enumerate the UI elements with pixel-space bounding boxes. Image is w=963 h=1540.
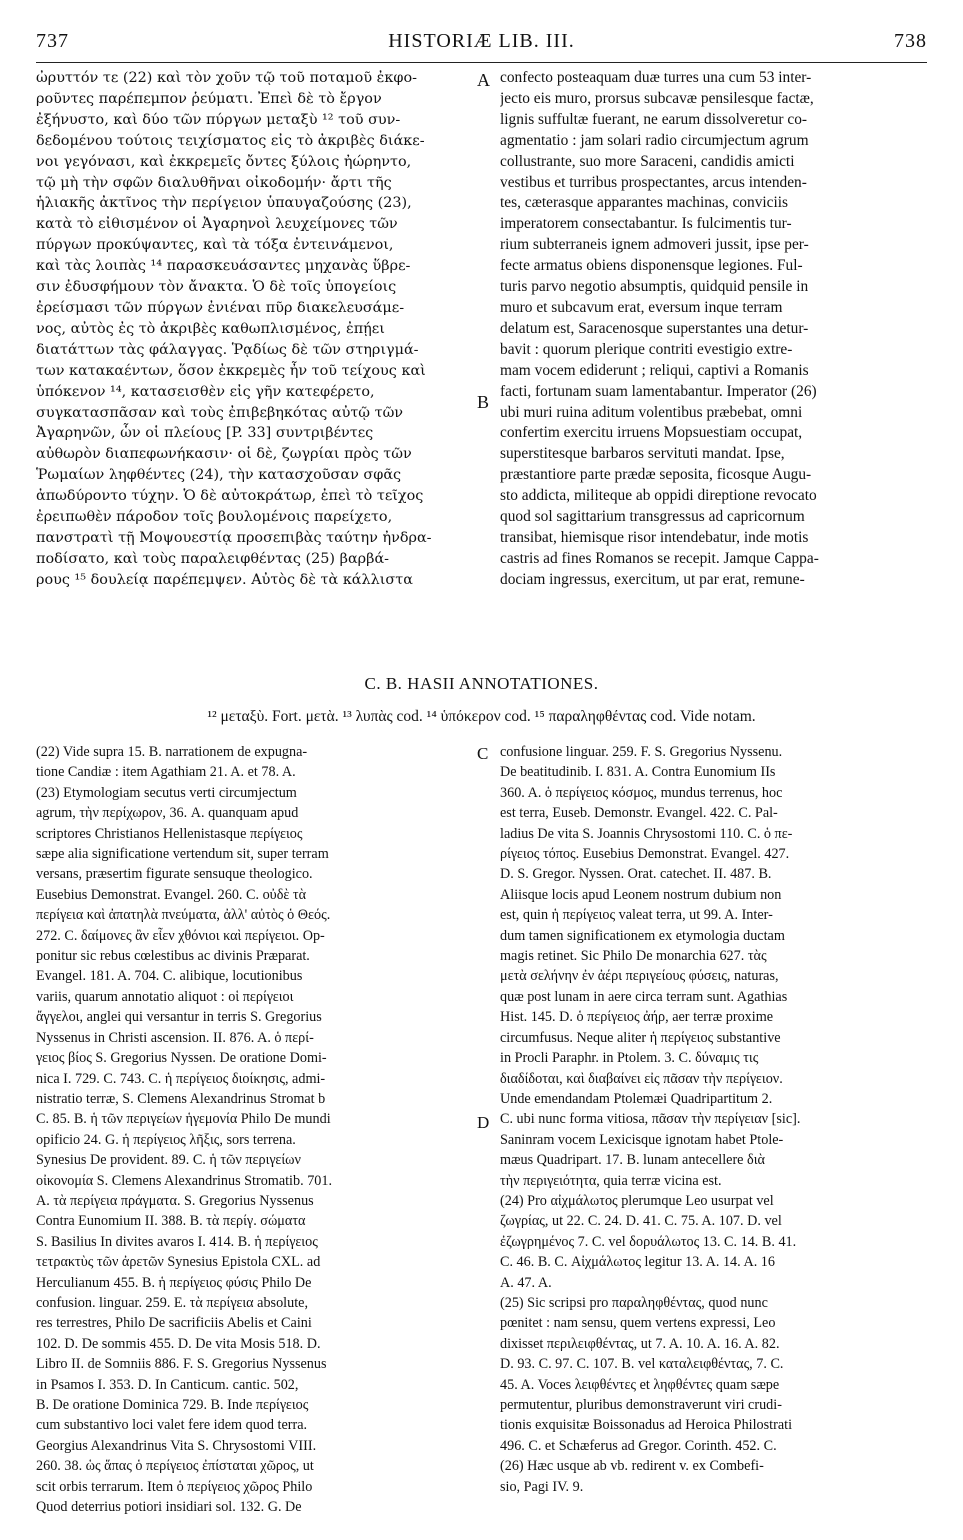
annotation-line: magis retinet. Sic Philo De monarchia 627. τὰς bbox=[500, 948, 767, 965]
critical-apparatus: ¹² μεταξὺ. Fort. μετὰ. ¹³ λυπὰς cod. ¹⁴ ὑπόκερον cod. ¹⁵ παραληφθέντας cod. Vide notam. bbox=[207, 708, 756, 725]
greek-text-line: Ῥωμαίων ληφθέντες (24), τὴν κατασχοῦσαν σφᾶς bbox=[36, 467, 402, 484]
greek-text-line: νοι γεγόνασι, καὶ ἐκκρεμεῖς ὄντες ξύλοις ἠώρηντο, bbox=[36, 153, 412, 170]
annotation-line: permutentur, pluribus demonstraverunt viri crudi- bbox=[500, 1397, 782, 1413]
annotation-line: Contra Eunomium II. 388. B. τὰ περίγ. σώματα bbox=[36, 1213, 306, 1230]
annotation-line: scit orbis terrarum. Item ὁ περίγειος χῶρος Philo bbox=[36, 1478, 313, 1495]
latin-text-line: muro et subcavum erat, eversum inque terram bbox=[500, 298, 783, 316]
greek-text-line: ἐξήνυστο, καὶ δύο τῶν πύργων μεταξὺ ¹² τοῦ συν- bbox=[36, 111, 401, 128]
annotation-line: περίγεια καὶ ἀπατηλὰ πνεύματα, ἀλλ' αὐτὸς ὁ Θεός. bbox=[36, 907, 331, 924]
annotation-line: C. 85. B. ἡ τῶν περιγείων ἡγεμονία Philo De mundi bbox=[36, 1111, 331, 1128]
annotation-line: 45. A. Voces λειφθέντες et ληφθέντες quam sæpe bbox=[500, 1376, 780, 1393]
margin-marker-d: D bbox=[477, 1113, 490, 1132]
greek-text-line: των κατακαέντων, ὅσον ἐκκρεμὲς ἦν τοῦ τείχους καὶ bbox=[36, 362, 426, 379]
annotation-line: οἰκονομία S. Clemens Alexandrinus Stromatib. 701. bbox=[36, 1172, 333, 1189]
annotation-line: Georgius Alexandrinus Vita S. Chrysostomi VIII. bbox=[36, 1437, 317, 1454]
annotation-line: διαδίδοται, καὶ διαβαίνει εἰς πᾶσαν τὴν περίγειον. bbox=[500, 1070, 783, 1087]
annotation-line: μετὰ σελήνην ἐν ἀέρι περιγείους φύσεις, naturas, bbox=[500, 968, 779, 985]
annotation-line: in Procli Paraphr. in Ptolem. 3. C. δύναμις τις bbox=[500, 1050, 759, 1067]
latin-text-line: præstantiore parte prædæ seposita, ficosque Augu- bbox=[500, 466, 812, 484]
annotation-line: 496. C. et Schæferus ad Gregor. Corinth. 452. C. bbox=[500, 1437, 777, 1454]
latin-text-line: confecto posteaquam duæ turres una cum 53 inter- bbox=[500, 69, 812, 86]
greek-text-line: ὠρυττόν τε (22) καὶ τὸν χοῦν τῷ τοῦ ποταμοῦ ἐκφο- bbox=[36, 70, 417, 86]
annotation-line: nistratio terræ, S. Clemens Alexandrinus Stromat b bbox=[36, 1090, 326, 1107]
header-rule bbox=[36, 62, 927, 63]
annotation-line: sæpe alia significatione vertendum sit, super terram bbox=[36, 846, 329, 863]
latin-text-line: facti, fortunam suam lamentabantur. Imperator (26) bbox=[500, 382, 817, 400]
latin-text-line: bavit : quorum plerique contriti evestigio extre- bbox=[500, 340, 793, 358]
annotation-line: Hist. 145. D. ὁ περίγειος ἀήρ, aer terræ proxime bbox=[500, 1009, 774, 1026]
latin-text-line: dociam ingressus, exercitum, ut par erat, remune- bbox=[500, 570, 805, 588]
annotation-line: est, quin ἡ περίγειος valeat terra, ut 99. A. Inter- bbox=[500, 907, 773, 924]
annotation-line: 272. C. δαίμονες ἂν εἶεν χθόνιοι καὶ περίγειοι. Op- bbox=[36, 927, 325, 944]
annotation-line: Quod deterrius potiori insidiari sol. 132. G. De bbox=[36, 1499, 302, 1516]
annotation-line: quæ post lunam in aere circa terram sunt. Agathias bbox=[500, 988, 788, 1005]
latin-text-line: sto addicta, militeque ab oppidi direptione revocato bbox=[500, 487, 817, 505]
annotation-line: C. 46. B. C. Αἰχμάλωτος legitur 13. A. 14. A. 16 bbox=[500, 1254, 775, 1271]
annotation-line: in Psamos I. 353. D. In Canticum. cantic. 502, bbox=[36, 1376, 299, 1393]
greek-text-line: ποδίσατο, καὶ τοὺς παραλειφθέντας (25) βαρβά- bbox=[36, 550, 390, 567]
annotations-right-column bbox=[500, 742, 928, 1497]
latin-text-line: turis parvo negotio absumptis, quidquid pensile in bbox=[500, 278, 809, 296]
annotation-line: sio, Pagi IV. 9. bbox=[500, 1478, 584, 1495]
margin-marker-a: A bbox=[477, 70, 490, 90]
annotation-line: S. Basilius In divites avaros I. 414. B. ἡ περίγειος bbox=[36, 1233, 318, 1250]
greek-text-line: ὑπόκενον ¹⁴, κατασεισθὲν εἰς γῆν κατεφέρετο, bbox=[36, 383, 375, 400]
annotation-line: De beatitudinib. I. 831. A. Contra Eunomium IIs bbox=[500, 764, 776, 781]
annotation-line: (24) Pro αἰχμάλωτος plerumque Leo usurpat vel bbox=[500, 1192, 774, 1209]
annotation-line: Saninram vocem Lexicisque ignotam habet Ptole- bbox=[500, 1131, 784, 1148]
annotation-line: D. 93. C. 97. C. 107. B. vel καταλειφθέντας, 7. C. bbox=[500, 1356, 784, 1373]
annotation-line: nica I. 729. C. 743. C. ἡ περίγειος διοίκησις, admi- bbox=[36, 1070, 326, 1087]
greek-text-line: ἡλιακῆς ἀκτῖνος τὴν περίγειον ὑπαυγαζούσης (23), bbox=[36, 195, 412, 212]
greek-text-line: αὐθωρὸν διαπεφωνήκασιν· οἱ δὲ, ζωγρίαι πρὸς τῶν bbox=[36, 446, 412, 463]
greek-text-line: τῷ μὴ τὴν σφῶν διαλυθῆναι οἰκοδομήν· ἄρτι τῆς bbox=[36, 174, 392, 191]
greek-text-line: δεδομένου τούτοις τειχίσματος εἰς τὸ ἀκριβὲς διάκε- bbox=[36, 132, 425, 149]
running-header bbox=[36, 30, 927, 56]
annotation-line: Libro II. de Somniis 886. F. S. Gregorius Nyssenus bbox=[36, 1356, 327, 1373]
annotation-line: (22) Vide supra 15. B. narrationem de expugna- bbox=[36, 744, 308, 760]
greek-text-column bbox=[36, 68, 478, 591]
annotation-line: τετρακτὺς τῶν ἀρετῶν Synesius Epistola CXL. ad bbox=[36, 1254, 321, 1271]
latin-text-line: mam vocem ediderunt ; reliqui, captivi a Romanis bbox=[500, 361, 809, 379]
greek-text-line: πανστρατὶ τῇ Μοψουεστίᾳ προσεπιβὰς ταύτην ἠνδρα- bbox=[36, 529, 432, 546]
annotation-line: dixisset περιλειφθέντας, ut 7. A. 10. A. 16. A. 82. bbox=[500, 1335, 780, 1352]
annotation-line: Aliisque locis apud Leonem nostrum dubium non bbox=[500, 886, 782, 903]
annotation-line: opificio 24. G. ἡ περίγειος λῆξις, sors terrena. bbox=[36, 1131, 296, 1148]
latin-text-line: imperatorem consectabantur. Is fulcimentis tur- bbox=[500, 215, 792, 233]
annotation-line: ἐζωγρημένος 7. C. vel δορυάλωτος 13. C. 14. B. 41. bbox=[500, 1233, 797, 1250]
section-title: C. B. HASII ANNOTATIONES. bbox=[364, 674, 599, 693]
annotation-line: B. De oratione Dominica 729. B. Inde περίγειος bbox=[36, 1397, 309, 1413]
annotation-line: cum substantivo loci valet fere idem quod terra. bbox=[36, 1417, 308, 1434]
greek-text-line: συγκατασπᾶσαν καὶ τοὺς ἐπιβεβηκότας αὐτῷ τῶν bbox=[36, 404, 404, 421]
running-title: HISTORIÆ LIB. III. bbox=[388, 30, 575, 52]
greek-text-line: ροῦντες παρέπεμπον ῥεύματι. Ἐπεὶ δὲ τὸ ἔργον bbox=[36, 90, 382, 107]
annotation-line: C. ubi nunc forma vitiosa, πᾶσαν τὴν περίγειαν [sic]. bbox=[500, 1111, 801, 1128]
annotation-line: tionis exquisitæ Boissonadus ad Heroica Philostrati bbox=[500, 1417, 793, 1434]
annotation-line: versans, præsertim figurate sensuque theologico. bbox=[36, 866, 313, 883]
greek-text-line: ρους ¹⁵ δουλείᾳ παρέπεμψεν. Αὐτὸς δὲ τὰ κάλλιστα bbox=[36, 571, 413, 588]
annotation-line: Eusebius Demonstrat. Evangel. 260. C. οὐδὲ τὰ bbox=[36, 886, 307, 903]
annotation-line: ἄγγελοι, anglei qui versantur in terris S. Gregorius bbox=[36, 1009, 322, 1026]
latin-text-line: tes, cæterasque apparantes machinas, conviciis bbox=[500, 194, 789, 212]
annotation-line: circumfusus. Neque aliter ἡ περίγειος substantive bbox=[500, 1029, 781, 1046]
annotation-line: tione Candiæ : item Agathiam 21. A. et 78. A. bbox=[36, 764, 296, 781]
latin-text-line: collustrante, suo more Saraceni, candidis amicti bbox=[500, 152, 795, 170]
annotation-line: est terra, Euseb. Demonstr. Evangel. 422. C. Pal- bbox=[500, 805, 778, 822]
margin-marker-c: C bbox=[477, 744, 489, 763]
greek-text-line: κατὰ τὸ εἰθισμένον οἱ Ἀγαρηνοὶ λευχείμονες τῶν bbox=[36, 216, 398, 233]
latin-text-line: superstitesque barbaros servituti mandat. Ipse, bbox=[500, 445, 785, 463]
latin-text-line: lignis suffultæ fuerant, ne earum dissolveretur co- bbox=[500, 110, 808, 128]
greek-text-line: σιν ἐδυσφήμουν τὸν ἄνακτα. Ὁ δὲ τοῖς ὑπογείοις bbox=[36, 279, 397, 296]
greek-text-line: πύργων προκύψαντες, καὶ τὰ τόξα ἐντεινάμενοι, bbox=[36, 237, 394, 254]
latin-text-line: delatum est, Saracenosque superstantes una detur- bbox=[500, 319, 809, 337]
annotation-line: ladius De vita S. Joannis Chrysostomi 110. C. ὁ πε- bbox=[500, 825, 793, 842]
latin-text-line: agmentatio : jam solari radio circumjectum agrum bbox=[500, 131, 809, 149]
annotation-line: A. 47. A. bbox=[500, 1274, 552, 1291]
latin-text-line: transibat, hiemisque risor intendebatur, inde motis bbox=[500, 528, 809, 546]
annotation-line: ζωγρίας, ut 22. C. 24. D. 41. C. 75. A. 107. D. vel bbox=[500, 1213, 782, 1230]
annotation-line: mæus Quadripart. 17. B. lunam antecellere διὰ bbox=[500, 1152, 765, 1169]
greek-text-line: νος, αὐτὸς ἐς τὸ ἀκριβὲς καθωπλισμένος, ἐπῄει bbox=[36, 320, 385, 337]
annotation-line: ρίγειος τόπος. Eusebius Demonstrat. Evangel. 427. bbox=[500, 846, 790, 863]
latin-text-line: ubi muri ruina aditum volentibus præbebat, omni bbox=[500, 403, 803, 421]
annotation-line: Unde emendandam Ptolemæi Quadripartitum 2. bbox=[500, 1090, 773, 1107]
latin-text-line: confertim exercitu irruens Mopsuestiam occupat, bbox=[500, 424, 803, 442]
annotation-line: 102. D. De sommis 455. D. De vita Mosis 518. D. bbox=[36, 1335, 321, 1352]
annotation-line: (26) Hæc usque ab vb. redirent v. ex Combefi- bbox=[500, 1458, 764, 1475]
annotation-line: 360. A. ὁ περίγειος κόσμος, mundus terrenus, hoc bbox=[500, 784, 783, 801]
greek-text-line: καὶ τὰς λοιπὰς ¹⁴ παρασκευάσαντες μηχανὰς ὕβρε- bbox=[36, 258, 411, 275]
annotation-line: scriptores Christianos Hellenistasque περίγειος bbox=[36, 825, 303, 842]
annotation-line: dum tamen significationem ex etymologia ductam bbox=[500, 927, 785, 944]
greek-text-line: Ἀγαρηνῶν, ὧν οἱ πλείους [P. 33] συντριβέντες bbox=[36, 425, 374, 442]
page-number-left: 737 bbox=[36, 30, 69, 52]
latin-text-line: rium subterraneis ignem admoveri jussit, ipse per- bbox=[500, 236, 809, 254]
page-number-right: 738 bbox=[894, 30, 927, 52]
annotation-line: 260. 38. ὡς ἅπας ὁ περίγειος ἐπίσταται χῶρος, ut bbox=[36, 1458, 314, 1475]
annotation-line: confusione linguar. 259. F. S. Gregorius Nyssenu. bbox=[500, 744, 783, 760]
annotation-line: τὴν περιγειότητα, quia terræ vicina est. bbox=[500, 1172, 722, 1189]
annotation-line: Nyssenus in Christi ascension. II. 876. A. ὁ περί- bbox=[36, 1029, 314, 1046]
latin-text-line: jecto eis muro, prorsus subcavæ pensilesque factæ, bbox=[500, 89, 814, 107]
greek-text-line: ἀπωδύροντο τύχην. Ὁ δὲ αὐτοκράτωρ, ἐπεὶ τὸ τεῖχος bbox=[36, 488, 424, 505]
latin-text-line: quod sol sagittarium transgressus ad capricornum bbox=[500, 508, 805, 526]
latin-text-line: vestibus et turribus prospectantes, arcus intenden- bbox=[500, 173, 807, 191]
annotation-line: (23) Etymologiam secutus verti circumjectum bbox=[36, 784, 297, 801]
annotation-line: pœnitet : nam sensu, quem vertens expressi, Leo bbox=[500, 1315, 776, 1332]
annotation-line: ponitur sic rebus cœlestibus ac divinis Præparat. bbox=[36, 948, 310, 965]
margin-marker-b: B bbox=[477, 392, 490, 412]
greek-text-line: ἐρείσμασι τῶν πύργων ἐνιέναι πῦρ διακελευσάμε- bbox=[36, 299, 405, 316]
annotation-line: γειος βίος S. Gregorius Nyssen. De oratione Domi- bbox=[36, 1050, 327, 1067]
annotation-line: D. S. Gregor. Nyssen. Orat. catechet. II. 487. B. bbox=[500, 866, 772, 883]
annotation-line: Evangel. 181. A. 704. C. alibique, locutionibus bbox=[36, 968, 303, 985]
latin-text-line: castris ad fines Romanos se recepit. Jamque Cappa- bbox=[500, 549, 819, 567]
annotation-line: Herculianum 455. B. ἡ περίγειος φύσις Philo De bbox=[36, 1274, 312, 1291]
annotation-line: confusion. linguar. 259. E. τὰ περίγεια absolute, bbox=[36, 1294, 308, 1311]
annotation-line: A. τὰ περίγεια πράγματα. S. Gregorius Nyssenus bbox=[36, 1192, 314, 1209]
annotation-line: variis, quarum annotatio aliquot : οἱ περίγειοι bbox=[36, 988, 294, 1005]
greek-text-line: ἐρειπωθὲν πάροδον τοῖς βουλομένοις παρείχετο, bbox=[36, 509, 393, 526]
latin-text-line: fecte armatus obiens disponensque legiones. Ful- bbox=[500, 257, 803, 275]
annotation-line: res terrestres, Philo De sacrificiis Abelis et Caini bbox=[36, 1315, 312, 1332]
annotation-line: Synesius De provident. 89. C. ἡ τῶν περιγείων bbox=[36, 1152, 301, 1169]
annotations-left-column bbox=[36, 742, 478, 1517]
annotation-line: agrum, τὴν περίχωρον, 36. A. quanquam apud bbox=[36, 805, 299, 822]
greek-text-line: διατάττων τὰς φάλαγγας. Ῥᾳδίως δὲ τῶν στηριγμά- bbox=[36, 341, 419, 358]
latin-text-column bbox=[500, 68, 928, 591]
annotation-line: (25) Sic scripsi pro παραληφθέντας, quod nunc bbox=[500, 1294, 768, 1311]
